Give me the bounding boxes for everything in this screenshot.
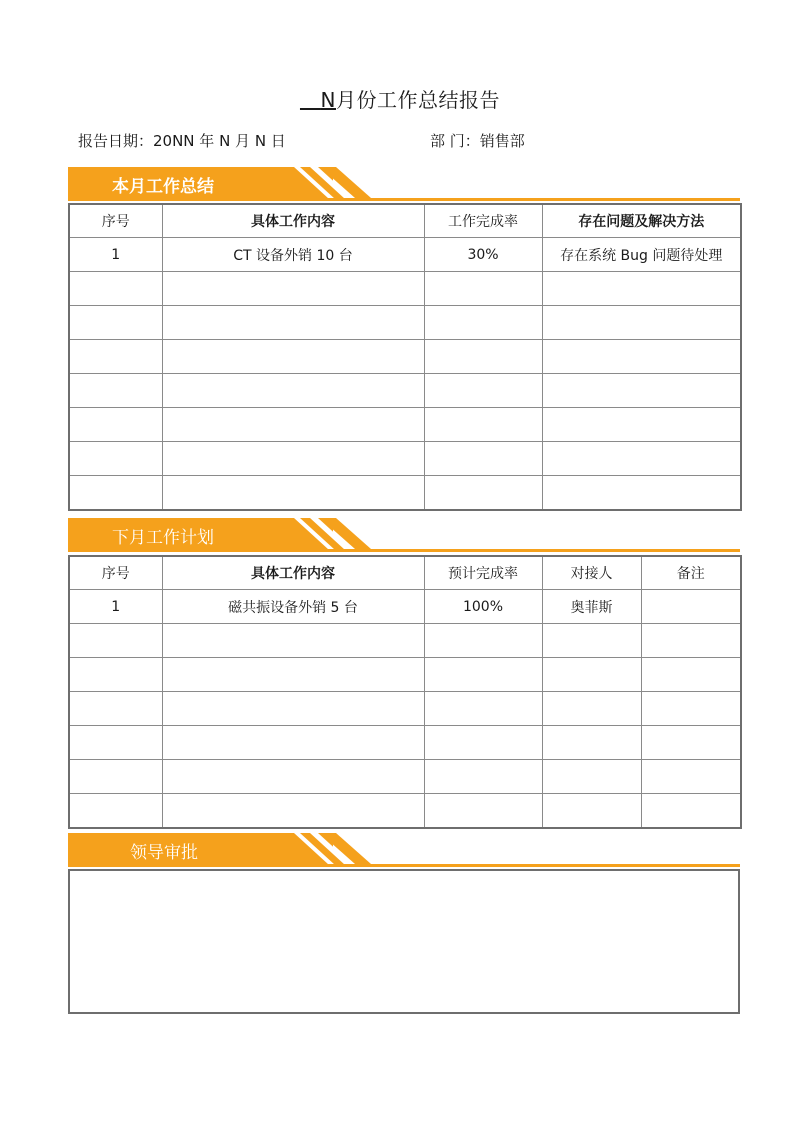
- table-cell: [162, 272, 424, 306]
- col-header-contact: 对接人: [542, 556, 641, 590]
- plan-table: [68, 555, 742, 829]
- table-cell: [69, 476, 162, 511]
- col-header-completion: 工作完成率: [424, 204, 542, 238]
- table-row: [69, 374, 741, 408]
- table-row: [69, 590, 741, 624]
- table-cell: [162, 760, 424, 794]
- table-cell: [69, 272, 162, 306]
- table-cell: [162, 726, 424, 760]
- table-cell: [162, 794, 424, 829]
- col-header-content: 具体工作内容: [162, 204, 424, 238]
- summary-header-row: [69, 204, 741, 238]
- report-date: 报告日期：20NN 年 N 月 N 日: [78, 132, 286, 150]
- section-header-plan: [68, 518, 740, 552]
- table-cell: [542, 794, 641, 829]
- table-cell: [162, 692, 424, 726]
- table-cell: [542, 692, 641, 726]
- table-cell: [162, 340, 424, 374]
- col-header-expected-completion: 预计完成率: [424, 556, 542, 590]
- table-cell: [542, 272, 741, 306]
- table-cell: [424, 726, 542, 760]
- table-cell: [542, 374, 741, 408]
- table-cell: 30%: [424, 238, 542, 272]
- table-cell: [69, 658, 162, 692]
- table-cell: [542, 340, 741, 374]
- section-header-approval: [68, 833, 740, 867]
- table-cell: [424, 306, 542, 340]
- table-cell: [69, 442, 162, 476]
- table-row: [69, 238, 741, 272]
- table-cell: [542, 408, 741, 442]
- table-cell: 存在系统 Bug 问题待处理: [542, 238, 741, 272]
- table-cell: [641, 658, 741, 692]
- table-cell: [162, 374, 424, 408]
- table-cell: [641, 794, 741, 829]
- section-title-approval: 领导审批: [130, 843, 198, 863]
- table-cell: [641, 692, 741, 726]
- table-cell: [69, 726, 162, 760]
- table-cell: [424, 476, 542, 511]
- title-blank: [300, 88, 321, 112]
- table-cell: [542, 306, 741, 340]
- table-row: [69, 726, 741, 760]
- table-cell: 100%: [424, 590, 542, 624]
- col-header-index: 序号: [69, 556, 162, 590]
- table-row: [69, 272, 741, 306]
- table-cell: [69, 408, 162, 442]
- table-cell: [162, 306, 424, 340]
- table-cell: [69, 794, 162, 829]
- table-cell: 1: [69, 590, 162, 624]
- table-cell: [69, 306, 162, 340]
- table-cell: [542, 442, 741, 476]
- table-row: [69, 658, 741, 692]
- table-cell: [542, 476, 741, 511]
- table-cell: [162, 408, 424, 442]
- table-cell: CT 设备外销 10 台: [162, 238, 424, 272]
- table-cell: [424, 794, 542, 829]
- department: 部 门：销售部: [430, 132, 525, 150]
- table-cell: [162, 658, 424, 692]
- table-row: [69, 760, 741, 794]
- table-cell: [69, 692, 162, 726]
- section-underline: [68, 198, 740, 201]
- table-row: [69, 692, 741, 726]
- title-month-placeholder: N: [320, 88, 337, 112]
- approval-box[interactable]: [68, 869, 740, 1014]
- table-cell: [69, 760, 162, 794]
- section-title-summary: 本月工作总结: [112, 177, 214, 197]
- table-cell: [424, 760, 542, 794]
- table-row: [69, 624, 741, 658]
- table-row: [69, 306, 741, 340]
- table-cell: [162, 442, 424, 476]
- table-cell: [424, 340, 542, 374]
- table-cell: [424, 624, 542, 658]
- table-row: [69, 476, 741, 511]
- col-header-index: 序号: [69, 204, 162, 238]
- table-cell: [424, 408, 542, 442]
- table-cell: [542, 658, 641, 692]
- table-row: [69, 794, 741, 829]
- table-row: [69, 340, 741, 374]
- table-cell: [641, 590, 741, 624]
- table-cell: 磁共振设备外销 5 台: [162, 590, 424, 624]
- table-cell: [424, 272, 542, 306]
- table-row: [69, 408, 741, 442]
- table-cell: [641, 760, 741, 794]
- title-text: 月份工作总结报告: [336, 88, 501, 112]
- table-cell: [542, 726, 641, 760]
- report-title: [0, 84, 800, 113]
- table-cell: [424, 658, 542, 692]
- table-cell: [424, 374, 542, 408]
- col-header-issues: 存在问题及解决方法: [542, 204, 741, 238]
- table-row: [69, 442, 741, 476]
- section-title-plan: 下月工作计划: [112, 528, 214, 548]
- table-cell: [69, 340, 162, 374]
- table-cell: 奥菲斯: [542, 590, 641, 624]
- table-cell: [641, 726, 741, 760]
- section-underline: [68, 549, 740, 552]
- table-cell: 1: [69, 238, 162, 272]
- col-header-notes: 备注: [641, 556, 741, 590]
- table-cell: [542, 760, 641, 794]
- section-header-summary: [68, 167, 740, 201]
- table-cell: [424, 442, 542, 476]
- table-cell: [69, 624, 162, 658]
- table-cell: [162, 476, 424, 511]
- table-cell: [542, 624, 641, 658]
- col-header-content: 具体工作内容: [162, 556, 424, 590]
- table-cell: [69, 374, 162, 408]
- section-underline: [68, 864, 740, 867]
- table-cell: [162, 624, 424, 658]
- table-cell: [424, 692, 542, 726]
- summary-table: [68, 203, 742, 511]
- table-cell: [641, 624, 741, 658]
- plan-header-row: [69, 556, 741, 590]
